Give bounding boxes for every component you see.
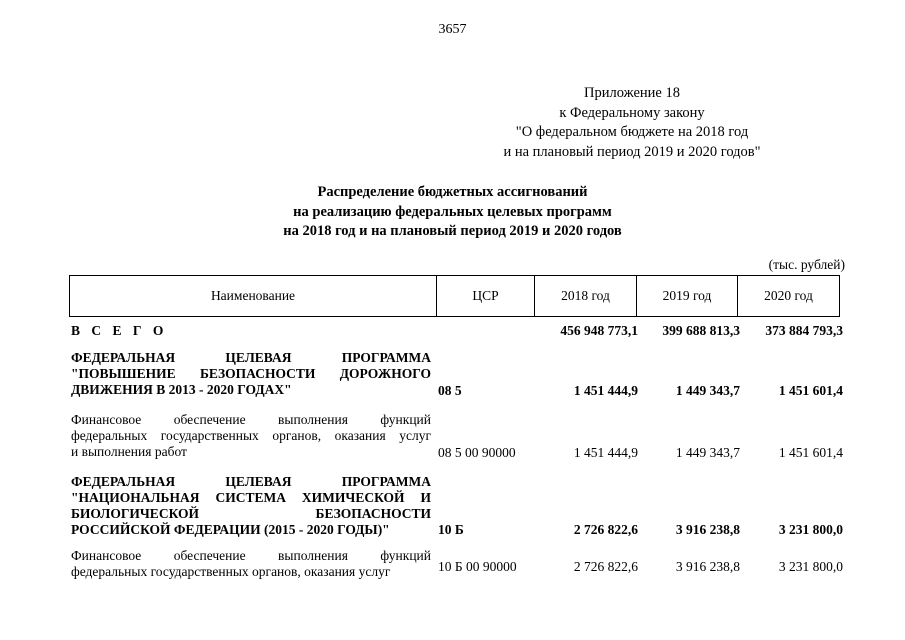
- row-name: [71, 350, 431, 398]
- title-line: Распределение бюджетных ассигнований: [317, 184, 588, 200]
- header-2020: 2020 год: [738, 276, 840, 317]
- row-name-line: ФЕДЕРАЛЬНАЯ ЦЕЛЕВАЯ ПРОГРАММА: [71, 350, 431, 365]
- table-header: [69, 275, 840, 317]
- row-name-line: и выполнения работ: [71, 444, 187, 459]
- row-2018: 2 726 822,6: [573, 559, 638, 574]
- total-row: [69, 323, 846, 341]
- row-name-line: "ПОВЫШЕНИЕ БЕЗОПАСНОСТИ ДОРОЖНОГО: [71, 366, 431, 381]
- row-2019: 3 916 238,8: [675, 559, 740, 574]
- row-name-line: "НАЦИОНАЛЬНАЯ СИСТЕМА ХИМИЧЕСКОЙ И: [71, 490, 431, 505]
- title-line: на 2018 год и на плановый период 2019 и 2020 годов: [283, 223, 622, 239]
- row-2018: 2 726 822,6: [573, 522, 638, 537]
- row-name-line: ДВИЖЕНИЯ В 2013 - 2020 ГОДАХ": [71, 382, 292, 397]
- header-name: Наименование: [70, 276, 437, 317]
- page-number: 3657: [438, 22, 467, 37]
- title-line: на реализацию федеральных целевых программ: [293, 203, 612, 220]
- total-label: В С Е Г О: [71, 323, 168, 338]
- row-name-line: БИОЛОГИЧЕСКОЙ БЕЗОПАСНОСТИ: [71, 506, 431, 521]
- row-name-line: федеральных государственных органов, оказания услуг: [71, 564, 391, 579]
- row-name-line: федеральных государственных органов, оказания услуг: [71, 428, 431, 443]
- row-2020: 3 231 800,0: [778, 559, 843, 574]
- row-csr: 10 Б: [438, 522, 464, 537]
- row-2020: 1 451 601,4: [778, 383, 843, 398]
- row-name-line: Финансовое обеспечение выполнения функций: [71, 412, 431, 427]
- row-csr: 08 5 00 90000: [438, 445, 516, 460]
- row-2018: 1 451 444,9: [573, 383, 638, 398]
- row-name: [71, 474, 431, 538]
- table-row: [69, 412, 846, 462]
- appendix-heading: [460, 84, 804, 162]
- table-row: [69, 548, 846, 582]
- header-2019: 2019 год: [637, 276, 738, 317]
- units-label: (тыс. рублей): [768, 257, 845, 272]
- table-row: [69, 350, 846, 400]
- appendix-line: "О федеральном бюджете на 2018 год: [515, 124, 749, 140]
- header-csr: ЦСР: [437, 276, 535, 317]
- row-2020: 3 231 800,0: [778, 522, 843, 537]
- total-2020: 373 884 793,3: [765, 323, 843, 338]
- row-csr: 10 Б 00 90000: [438, 559, 517, 574]
- row-name-line: ФЕДЕРАЛЬНАЯ ЦЕЛЕВАЯ ПРОГРАММА: [71, 474, 431, 489]
- row-2018: 1 451 444,9: [573, 445, 638, 460]
- total-2018: 456 948 773,1: [560, 323, 638, 338]
- document-title: [170, 183, 735, 242]
- appendix-line: к Федеральному закону: [559, 104, 705, 121]
- row-name-line: Финансовое обеспечение выполнения функций: [71, 548, 431, 563]
- table-row: [69, 474, 846, 540]
- row-name: [71, 548, 431, 580]
- row-name-line: РОССИЙСКОЙ ФЕДЕРАЦИИ (2015 - 2020 ГОДЫ)": [71, 522, 390, 537]
- appendix-line: Приложение 18: [584, 85, 680, 101]
- row-csr: 08 5: [438, 383, 462, 398]
- row-2019: 1 449 343,7: [675, 383, 740, 398]
- row-name: [71, 412, 431, 460]
- appendix-line: и на плановый период 2019 и 2020 годов": [503, 143, 761, 160]
- total-2019: 399 688 813,3: [662, 323, 740, 338]
- row-2019: 3 916 238,8: [675, 522, 740, 537]
- row-2020: 1 451 601,4: [778, 445, 843, 460]
- row-2019: 1 449 343,7: [675, 445, 740, 460]
- header-2018: 2018 год: [535, 276, 637, 317]
